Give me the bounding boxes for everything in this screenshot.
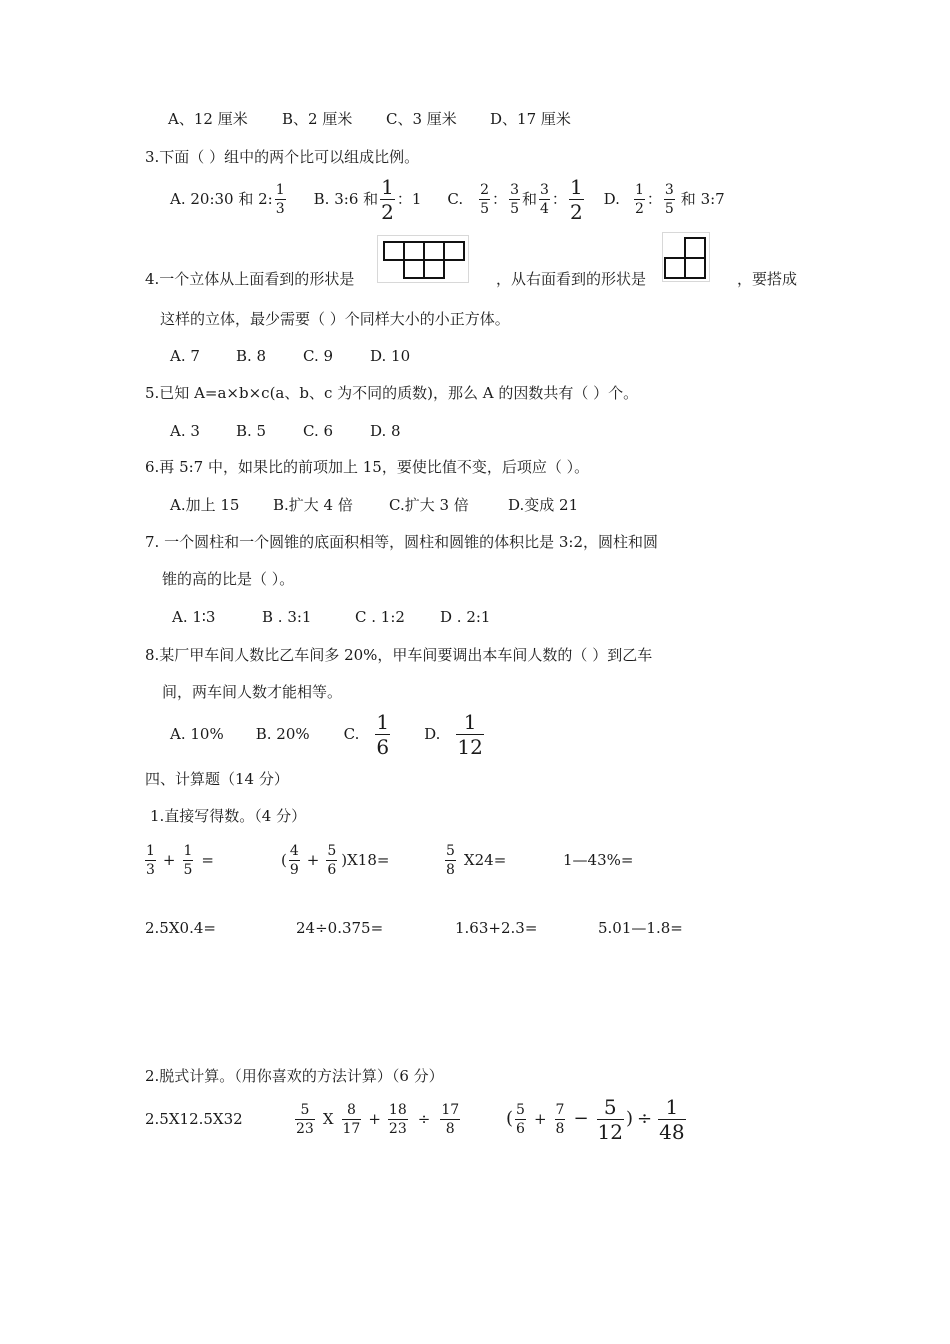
q7-option-b: B . 3:1 <box>262 608 312 626</box>
q2-option-b: B、2 厘米 <box>282 110 353 128</box>
q3-d-colon: ： <box>646 190 662 208</box>
calc-3-minus: − <box>573 1108 589 1129</box>
calc-2-fraction-3: $\frac{18}{23}$ <box>388 1101 407 1137</box>
expr-1-equals: = <box>201 851 214 869</box>
q8-stem-b: 间，两车间人数才能相等。 <box>162 683 343 701</box>
calc-3-fraction-1: $\frac{5}{6}$ <box>516 1101 525 1137</box>
q3-c-fraction-3: $\frac{3}{4}$ <box>540 181 549 217</box>
q3-d-fraction-1: $\frac{1}{2}$ <box>634 181 644 217</box>
q7-option-a: A. 1∶3 <box>172 608 216 626</box>
q8-option-c-label: C. <box>343 725 360 743</box>
calc-2-fraction-1: $\frac{5}{23}$ <box>296 1101 314 1137</box>
expr-6: 24÷0.375= <box>296 919 384 937</box>
calc-3 <box>506 1094 688 1144</box>
q8-c-fraction: $\frac{1}{6}$ <box>376 709 390 759</box>
q3-d-fraction-2: $\frac{3}{5}$ <box>664 181 674 217</box>
q3-c-and: 和 <box>521 190 537 208</box>
q6-stem: 6.再 5:7 中，如果比的前项加上 15，要使比值不变，后项应（ ）。 <box>145 458 590 476</box>
expr-1-plus: + <box>162 851 176 869</box>
q8-option-b: B. 20% <box>255 725 310 743</box>
q3-c-colon: ： <box>492 190 508 208</box>
q4-option-a: A. 7 <box>170 347 200 365</box>
q4-option-d: D. 10 <box>370 347 411 365</box>
q3-option-c-label: C. <box>447 190 464 208</box>
q8-options <box>170 710 486 758</box>
q6-option-a: A.加上 15 <box>170 496 240 514</box>
top-view-figure <box>377 235 469 283</box>
calc-3-fraction-2: $\frac{7}{8}$ <box>555 1101 565 1137</box>
expr-2-open-paren: ( <box>281 851 287 869</box>
q8-option-d-label: D. <box>424 725 441 743</box>
q3-option-a-label: A. 20:30 和 2: <box>170 190 273 208</box>
q4-stem-c: ，要搭成 <box>737 270 798 288</box>
q3-c-fraction-1: $\frac{2}{5}$ <box>480 181 490 217</box>
calc-3-close-paren: ) <box>626 1108 634 1129</box>
q5-option-b: B. 5 <box>236 422 267 440</box>
calc-2-divide: ÷ <box>417 1110 431 1128</box>
q5-option-d: D. 8 <box>370 422 401 440</box>
q3-options <box>170 174 725 224</box>
q4-stem-d: 这样的立体，最少需要（ ）个同样大小的小正方体。 <box>160 310 510 328</box>
expr-3-fraction: $\frac{5}{8}$ <box>446 842 455 878</box>
calc-2-plus: + <box>368 1110 381 1128</box>
q5-option-c: C. 6 <box>303 422 334 440</box>
calc-3-open-paren: ( <box>506 1108 514 1129</box>
section-4-title: 四、计算题（14 分） <box>145 770 289 788</box>
q7-option-d: D . 2:1 <box>440 608 491 626</box>
q2-option-a: A、12 厘米 <box>168 110 248 128</box>
top-view-grid-icon <box>378 236 470 284</box>
q4-option-b: B. 8 <box>236 347 267 365</box>
q6-option-c: C.扩大 3 倍 <box>389 496 469 514</box>
q7-option-c: C . 1:2 <box>355 608 405 626</box>
q3-option-b-label: B. 3:6 和 <box>313 190 379 208</box>
part-2-title: 2.脱式计算。（用你喜欢的方法计算）（6 分） <box>145 1067 444 1085</box>
q8-stem-a: 8.某厂甲车间人数比乙车间多 20%，甲车间要调出本车间人数的（ ）到乙车 <box>145 646 653 664</box>
calc-2-fraction-2: $\frac{8}{17}$ <box>342 1101 361 1137</box>
calc-3-fraction-3: $\frac{5}{12}$ <box>597 1094 623 1144</box>
q6-option-d: D.变成 21 <box>508 496 579 514</box>
expr-2-tail: )X18= <box>341 851 390 869</box>
q4-stem-b: ，从右面看到的形状是 <box>496 270 647 288</box>
expr-1 <box>143 840 214 880</box>
q4-stem-a: 4.一个立体从上面看到的形状是 <box>145 270 355 288</box>
q2-option-d: D、17 厘米 <box>490 110 571 128</box>
calc-3-divide: ÷ <box>637 1108 653 1129</box>
q8-d-fraction: $\frac{1}{12}$ <box>457 709 483 759</box>
expr-3-tail: X24= <box>463 851 507 869</box>
q3-b-fraction: $\frac{1}{2}$ <box>381 174 394 224</box>
expr-7: 1.63+2.3= <box>455 919 538 937</box>
calc-3-fraction-4: $\frac{1}{48}$ <box>659 1094 685 1144</box>
q7-stem-a: 7. 一个圆柱和一个圆锥的底面积相等，圆柱和圆锥的体积比是 3:2，圆柱和圆 <box>145 533 658 551</box>
q5-option-a: A. 3 <box>170 422 200 440</box>
calc-2 <box>293 1096 462 1142</box>
q6-option-b: B.扩大 4 倍 <box>273 496 353 514</box>
right-view-figure <box>662 232 710 282</box>
q2-option-c: C、3 厘米 <box>386 110 457 128</box>
q3-stem: 3.下面（ ）组中的两个比可以组成比例。 <box>145 148 420 166</box>
calc-2-times: X <box>322 1110 334 1128</box>
calc-3-plus: + <box>533 1110 547 1128</box>
q4-option-c: C. 9 <box>303 347 334 365</box>
expr-1-fraction-2: $\frac{1}{5}$ <box>183 842 193 878</box>
q3-d-tail: 和 3:7 <box>680 190 725 208</box>
expr-5: 2.5X0.4= <box>145 919 216 937</box>
expr-2-fraction-1: $\frac{4}{9}$ <box>289 842 299 878</box>
q3-option-d-label: D. <box>603 190 620 208</box>
q3-c-fraction-2: $\frac{3}{5}$ <box>510 181 519 217</box>
right-view-grid-icon <box>663 233 711 283</box>
expr-3 <box>443 840 506 880</box>
calc-2-fraction-4: $\frac{17}{8}$ <box>441 1101 460 1137</box>
expr-2-plus: + <box>306 851 320 869</box>
part-1-title: 1.直接写得数。（4 分） <box>150 807 307 825</box>
expr-4: 1—43%= <box>563 851 634 869</box>
q3-c-fraction-4: $\frac{1}{2}$ <box>569 174 583 224</box>
q7-stem-b: 锥的高的比是（ ）。 <box>162 570 295 588</box>
q5-stem: 5.已知 A=a×b×c(a、b、c 为不同的质数)，那么 A 的因数共有（ ）个。 <box>145 384 639 402</box>
expr-8: 5.01—1.8= <box>598 919 683 937</box>
calc-1: 2.5X12.5X32 <box>145 1110 243 1128</box>
q3-b-tail: ：1 <box>396 190 422 208</box>
q3-c-colon-2: ： <box>551 190 567 208</box>
q3-a-fraction: $\frac{1}{3}$ <box>275 181 285 217</box>
expr-2-fraction-2: $\frac{5}{6}$ <box>327 842 337 878</box>
expr-2 <box>281 840 389 880</box>
q8-option-a: A. 10% <box>170 725 224 743</box>
expr-1-fraction-1: $\frac{1}{3}$ <box>146 842 155 878</box>
